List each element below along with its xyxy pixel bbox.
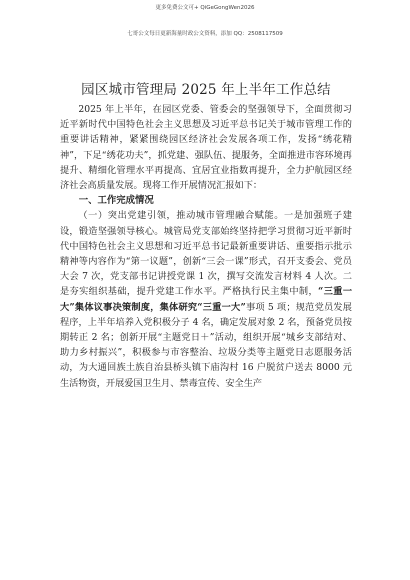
paragraph-bold-text: “三重一大”集体议事决策制度，集体研究“三重一大”	[60, 286, 353, 313]
intro-paragraph: 2025 年上半年，在园区党委、管委会的坚强领导下，全面贯彻习近平新时代中国特色社会主义思想及习近平总书记关于城市管理工作的重要讲话精神，紧紧围绕园区经济社会发展各项工作，发扬“绣花精神”，下足“绣花功夫”，抓党建、强队伍、提服务，全面推进市容环境再提升、精细化管理水平再提高、宜居宜业指数再提升，全力护航园区经济社会高质量发展。现将工作开展情况汇报如下：	[60, 104, 352, 192]
document-body	[60, 78, 352, 391]
document-title: 园区城市管理局 2025 年上半年工作总结	[81, 82, 331, 98]
paragraph-text-1: （一）突出党建引领，推动城市管理融合赋能。一是加强班子建设，锻造坚强领导核心。城管局党支部始终坚持把学习贯彻习近平新时代中国特色社会主义思想和习近平总书记最新重要讲话、重要指示批示精神等内容作为“第一议题”，创新“三会一课”形式，召开支委会、党员大会 7 次，党支部书记讲授党课 1 次，撰写交流发言材料 4 人次。二是夯实组织基础，提升党建工作水平。严格执行民主集中制，	[60, 210, 352, 298]
paragraph-text-2: 事项 5 项；规范党员发展程序，上半年培养入党积极分子 4 名，确定发展对象 2 名，预备党员按期转正 2 名；创新开展“主题党日＋”活动，组织开展“城乡支部结对、助力乡村振兴”，积极参与市容整治、垃圾分类等主题党日志愿服务活动，为大通回族土族自治县桥头镇下庙沟村 16 户脱贫户送去 8000 元生活物资，开展爱国卫生月、禁毒宣传、安全生产	[60, 301, 352, 389]
header-note-contact: 更多免费公文可+ QiGeGongWen2026	[155, 5, 255, 11]
section-heading: 一、工作完成情况	[78, 195, 154, 207]
section-paragraph	[60, 208, 352, 390]
header-note-update: 七哥公文每日更新海量时政公文资料，添加 QQ：2508117509	[127, 31, 283, 37]
